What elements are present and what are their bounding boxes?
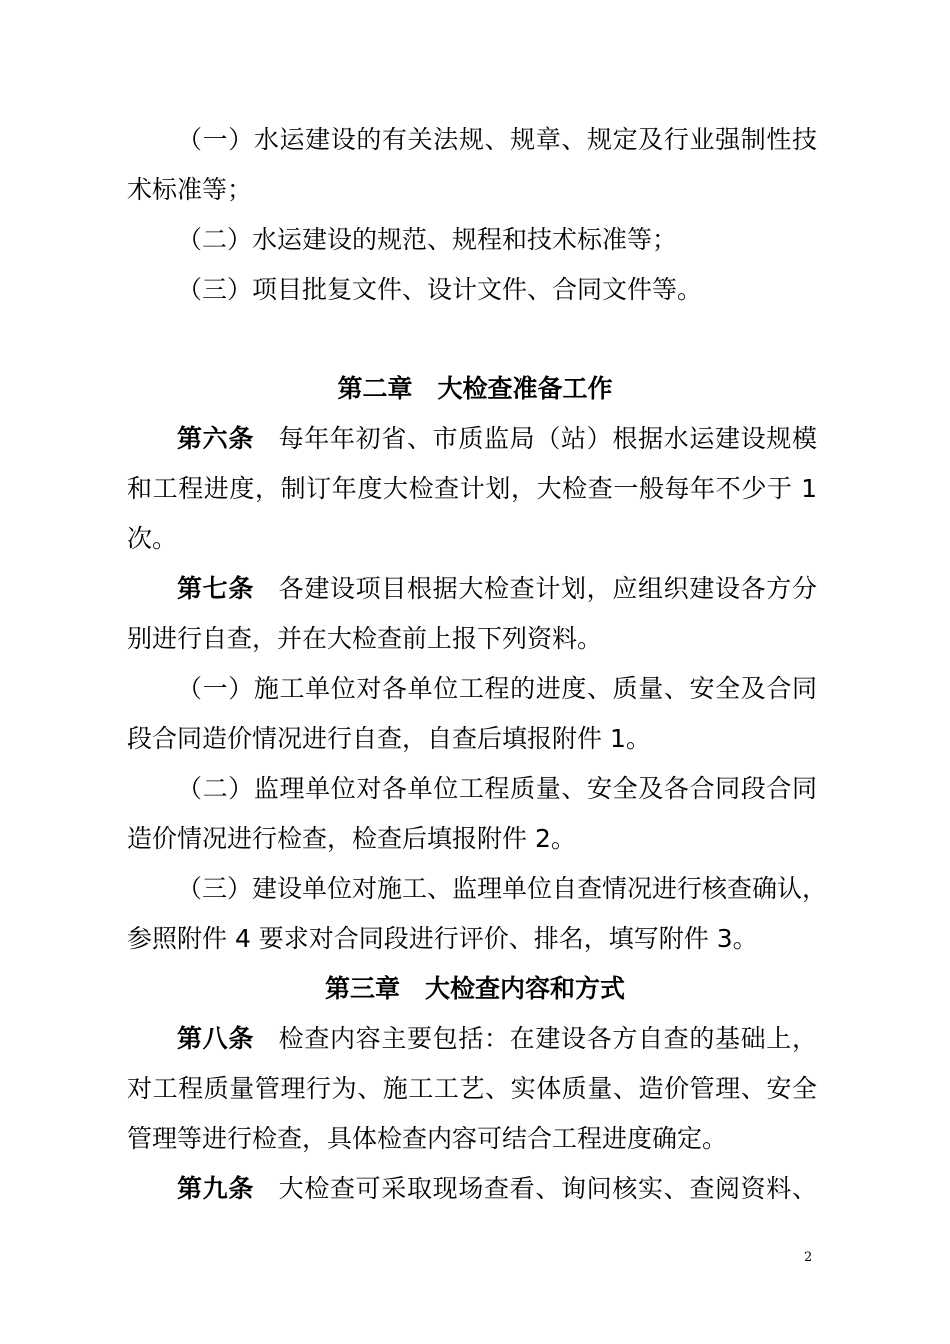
article-7-item-3-line-2: 参照附件 4 要求对合同段进行评价、排名，填写附件 3。: [127, 924, 758, 953]
article-7-line-2: 别进行自查，并在大检查前上报下列资料。: [127, 624, 603, 653]
article-7-line-1: [177, 572, 817, 606]
article-7-item-2-line-2: 造价情况进行检查，检查后填报附件 2。: [127, 824, 576, 853]
article-9-line-1: [177, 1172, 817, 1206]
item-1-line-1: （一）水运建设的有关法规、规章、规定及行业强制性技: [177, 125, 817, 154]
article-8-line-3: 管理等进行检查，具体检查内容可结合工程进度确定。: [127, 1124, 728, 1153]
article-9-text: 大检查可采取现场查看、询问核实、查阅资料、: [278, 1174, 817, 1203]
item-2: （二）水运建设的规范、规程和技术标准等；: [177, 225, 678, 254]
article-7-item-3-line-1: （三）建设单位对施工、监理单位自查情况进行核查确认，: [177, 874, 828, 903]
article-7-item-1-line-2: 段合同造价情况进行自查，自查后填报附件 1。: [127, 724, 651, 753]
article-6-label: 第六条: [177, 424, 254, 453]
article-6-line-2: 和工程进度，制订年度大检查计划，大检查一般每年不少于 1: [127, 474, 817, 503]
article-9-label: 第九条: [177, 1174, 254, 1203]
chapter-3-title: 第三章 大检查内容和方式: [324, 974, 625, 1003]
page-number: 2: [804, 1250, 813, 1265]
item-1-line-2: 术标准等；: [127, 175, 253, 204]
article-8-label: 第八条: [177, 1024, 254, 1053]
article-7-item-2-line-1: （二）监理单位对各单位工程质量、安全及各合同段合同: [177, 774, 817, 803]
article-8-line-2: 对工程质量管理行为、施工工艺、实体质量、造价管理、安全: [127, 1074, 817, 1103]
article-6-line-3: 次。: [127, 524, 178, 553]
article-8-line-1: [177, 1022, 817, 1056]
article-7-text: 各建设项目根据大检查计划，应组织建设各方分: [278, 574, 817, 603]
article-8-text: 检查内容主要包括：在建设各方自查的基础上，: [278, 1024, 817, 1053]
chapter-2-title: 第二章 大检查准备工作: [337, 374, 613, 403]
article-6-text: 每年年初省、市质监局（站）根据水运建设规模: [278, 424, 817, 453]
article-7-label: 第七条: [177, 574, 254, 603]
article-6-line-1: [177, 422, 817, 456]
item-3: （三）项目批复文件、设计文件、合同文件等。: [177, 275, 703, 304]
article-7-item-1-line-1: （一）施工单位对各单位工程的进度、质量、安全及合同: [177, 674, 817, 703]
